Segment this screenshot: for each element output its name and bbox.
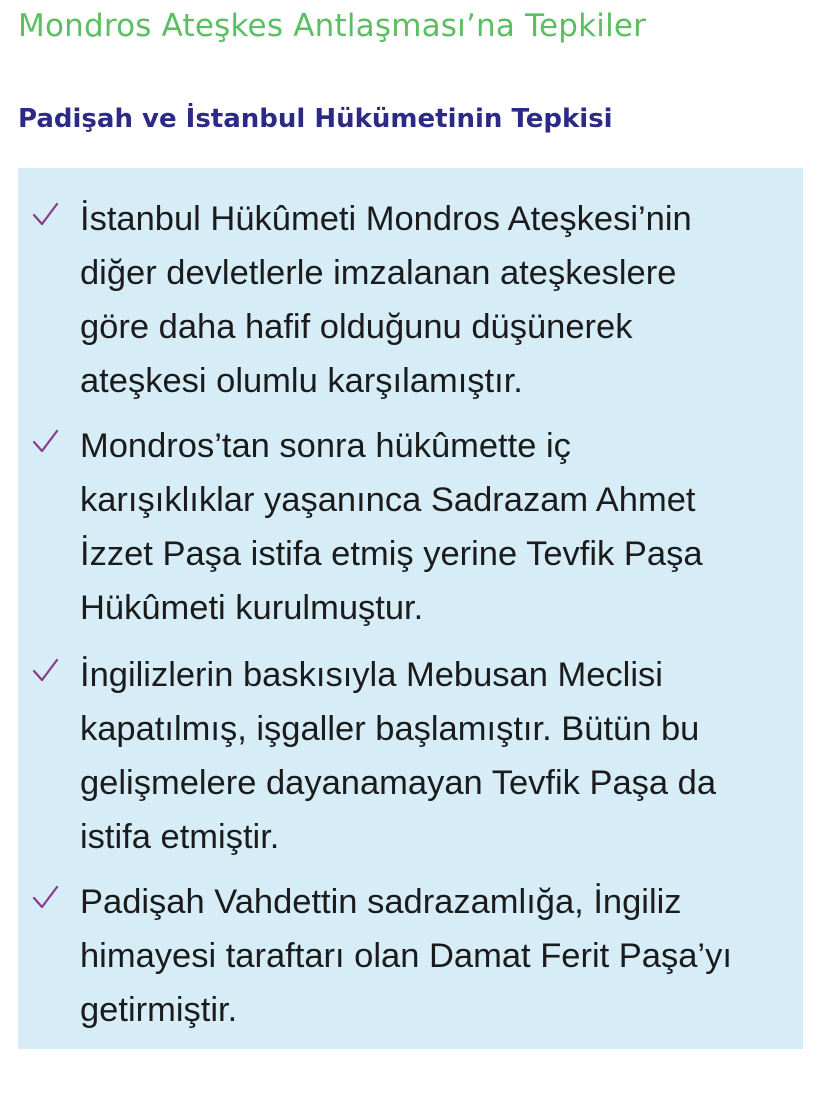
text-line: Padişah Vahdettin sadrazamlığa, İngiliz <box>80 883 682 921</box>
check-icon <box>30 200 60 230</box>
text-line: istifa etmiştir. <box>80 818 280 856</box>
text-line: karışıklıklar yaşanınca Sadrazam Ahmet <box>80 481 696 519</box>
list-item-text <box>80 192 792 408</box>
list-item-text <box>80 875 792 1037</box>
info-box <box>18 168 803 1049</box>
check-icon <box>30 656 60 686</box>
check-icon <box>30 883 60 913</box>
text-line: ateşkesi olumlu karşılamıştır. <box>80 362 523 400</box>
check-icon <box>30 427 60 457</box>
text-line: Mondros’tan sonra hükûmette iç <box>80 427 571 465</box>
text-line: İzzet Paşa istifa etmiş yerine Tevfik Paşa <box>80 535 703 573</box>
text-line: İstanbul Hükûmeti Mondros Ateşkesi’nin <box>80 200 692 238</box>
text-line: getirmiştir. <box>80 991 238 1029</box>
list-item-text <box>80 648 792 864</box>
text-line: İngilizlerin baskısıyla Mebusan Meclisi <box>80 656 663 694</box>
text-line: gelişmelere dayanamayan Tevfik Paşa da <box>80 764 717 802</box>
section-title: Padişah ve İstanbul Hükümetinin Tepkisi <box>18 104 613 134</box>
text-line: himayesi taraftarı olan Damat Ferit Paşa’yı <box>80 937 732 975</box>
text-line: Hükûmeti kurulmuştur. <box>80 589 424 627</box>
list-item-text <box>80 419 792 635</box>
page-title: Mondros Ateşkes Antlaşması’na Tepkiler <box>18 8 647 44</box>
text-line: göre daha hafif olduğunu düşünerek <box>80 308 633 346</box>
text-line: kapatılmış, işgaller başlamıştır. Bütün bu <box>80 710 700 748</box>
text-line: diğer devletlerle imzalanan ateşkeslere <box>80 254 677 292</box>
